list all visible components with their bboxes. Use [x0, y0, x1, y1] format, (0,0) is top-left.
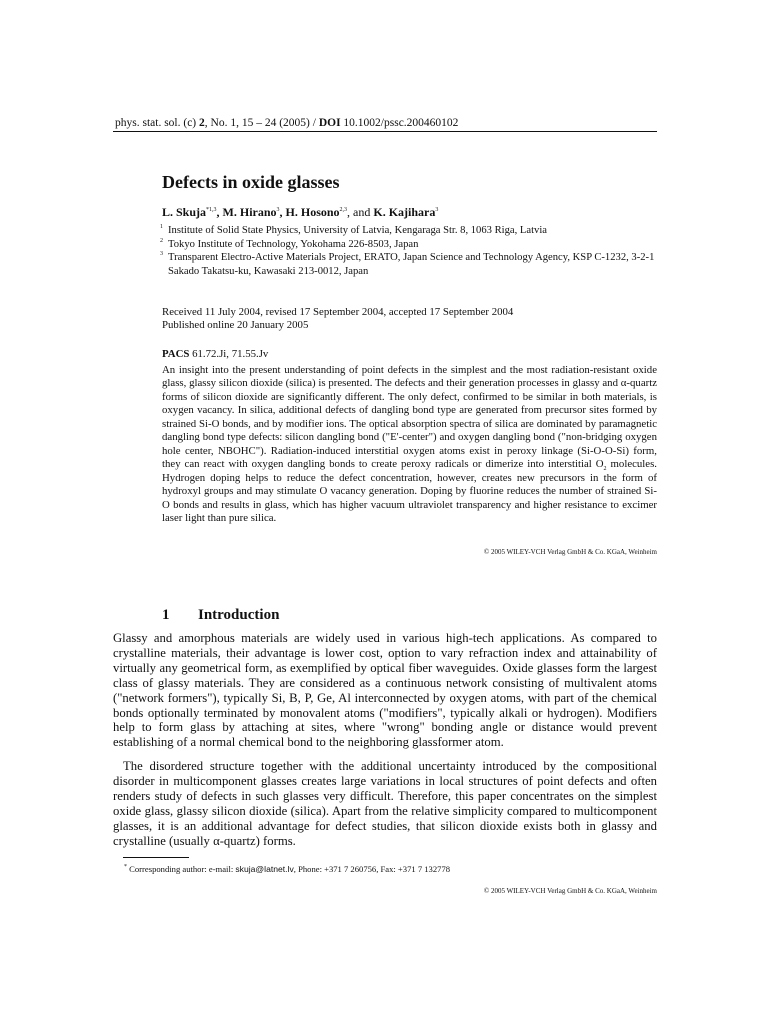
- affiliation-text: Tokyo Institute of Technology, Yokohama 226-8503, Japan: [168, 239, 419, 250]
- volume: 2: [199, 117, 205, 129]
- abstract-text-end: molecules. Hydrogen doping helps to reduce the defect concentration, however, creates new precursors in the form of hydroxyl groups and may stimulate O vacancy generation. Doping by fluorine reduces the number of strained Si-O bonds and results in glass, which has higher vacuum ultraviolet transparency and higher resistance to excimer laser light than pure silica.: [162, 458, 657, 524]
- abstract-subscript: 2: [603, 466, 607, 473]
- footnote-prefix: Corresponding author: e-mail:: [129, 864, 234, 874]
- paper-title: Defects in oxide glasses: [162, 172, 340, 192]
- footnote-rule: [123, 857, 189, 858]
- section-title: Introduction: [198, 607, 280, 623]
- page-copyright: © 2005 WILEY-VCH Verlag GmbH & Co. KGaA, Weinheim: [483, 887, 657, 895]
- doi: 10.1002/pssc.200460102: [343, 117, 459, 129]
- author-email-link[interactable]: skuja@latnet.lv: [235, 864, 294, 874]
- author-affiliation-marker: *1,3: [206, 207, 217, 213]
- abstract-copyright: © 2005 WILEY-VCH Verlag GmbH & Co. KGaA, Weinheim: [483, 548, 657, 556]
- affiliation-text: Institute of Solid State Physics, University of Latvia, Kengaraga Str. 8, 1063 Riga, Latvia: [168, 225, 547, 236]
- published-date: Published online 20 January 2005: [162, 319, 309, 331]
- footnote-suffix: , Phone: +371 7 260756, Fax: +371 7 132778: [293, 864, 451, 874]
- author-name: L. Skuja: [162, 205, 207, 219]
- author-affiliation-marker: 2,3: [339, 207, 348, 213]
- doi-label: DOI: [318, 117, 341, 129]
- body-paragraph: Glassy and amorphous materials are widely used in various high-tech applications. As compared to crystalline materials, their advantage is lower cost, option to vary refraction index and attainability of virtually any geometrical form, as exemplified by optical fiber waveguides. Oxide glasses form the largest class of glassy materials. They are considered as a continuous network consisting of multivalent atoms ("network formers"), typically Si, B, P, Ge, Al interconnected by oxygen atoms, with part of the chemical bonds optionally terminated by monovalent atoms ("modifiers", typically alkali or hydrogen). Modifiers help to form glass by attaching at sites, where "wrong" bonding angle or distance would prevent establishing of a normal chemical bond to the neighboring glassformer atom.: [113, 631, 657, 750]
- section-number: 1: [162, 607, 170, 623]
- author-list: L. Skuja$^{*1,3}$, M. Hirano$^3$, H. Hosono$^{2,3}$, and K. Kajihara$^3$: [162, 205, 439, 219]
- affiliation-text: Transparent Electro-Active Materials Project, ERATO, Japan Science and Technology Agency, KSP C-1232, 3-2-1 Sakado Takatsu-ku, Kawasaki 213-0012, Japan: [168, 252, 655, 277]
- pacs-line: [162, 348, 268, 360]
- author-name: M. Hirano: [222, 205, 277, 219]
- footnote-marker: *: [124, 864, 127, 871]
- author-affiliation-marker: 3: [435, 207, 439, 213]
- issue-pages: , No. 1, 15 – 24 (2005) /: [204, 117, 316, 129]
- pacs-label: PACS: [162, 348, 190, 360]
- body-paragraph: The disordered structure together with the additional uncertainty introduced by the compositional disorder in multicomponent glasses creates large variations in local structures of point defects and often renders study of defects in such glasses very difficult. Therefore, this paper concentrates on the simplest oxide glass, glassy silicon dioxide (silica). Apart from the relative simplicity compared to multicomponent glasses, it is an additional advantage for defect studies, that silicon dioxide exists both in glassy and crystalline (usually α-quartz) forms.: [113, 759, 657, 848]
- abstract: [162, 364, 657, 525]
- affiliation-number: 3: [160, 251, 163, 257]
- header-rule: [113, 131, 657, 132]
- pacs-codes: 61.72.Ji, 71.55.Jv: [192, 348, 269, 360]
- received-dates: Received 11 July 2004, revised 17 September 2004, accepted 17 September 2004: [162, 306, 514, 318]
- abstract-text: An insight into the present understanding of point defects in the simplest and the most radiation-resistant oxide glass, glassy silicon dioxide (silica) is presented. The defects and their generation processes in glassy and α-quartz forms of silicon dioxide are significantly different. The only defect, confirmed to be similar in both materials, is oxygen vacancy. In silica, additional defects of dangling bond type are generated from precursor sites formed by strained Si-O bonds, and by modifier ions. The optical absorption spectra of silica are dominated by paramagnetic dangling bond type defects: silicon dangling bond ("E'-center") and oxygen dangling bond ("non-bridging oxygen hole center, NBOHC"). Radiation-induced interstitial oxygen atoms exist in peroxy linkage (Si-O-O-Si) form, they can react with oxygen dangling bonds to create peroxy radicals or dimerize into interstitial O: [162, 364, 657, 471]
- author-name: H. Hosono: [285, 205, 340, 219]
- affiliation: [160, 238, 660, 252]
- journal-name: phys. stat. sol. (c): [115, 117, 197, 129]
- dates-block: [162, 306, 513, 332]
- running-head: [115, 117, 458, 129]
- affiliation-number: 1: [160, 224, 163, 230]
- author-affiliation-marker: 3: [276, 207, 280, 213]
- affiliation: [160, 224, 660, 238]
- affiliation: [160, 251, 660, 278]
- authors-conjunction: , and: [347, 205, 371, 219]
- section-heading: [162, 607, 279, 624]
- footnote: [124, 864, 450, 874]
- author-name: K. Kajihara: [373, 205, 436, 219]
- affiliation-number: 2: [160, 238, 163, 244]
